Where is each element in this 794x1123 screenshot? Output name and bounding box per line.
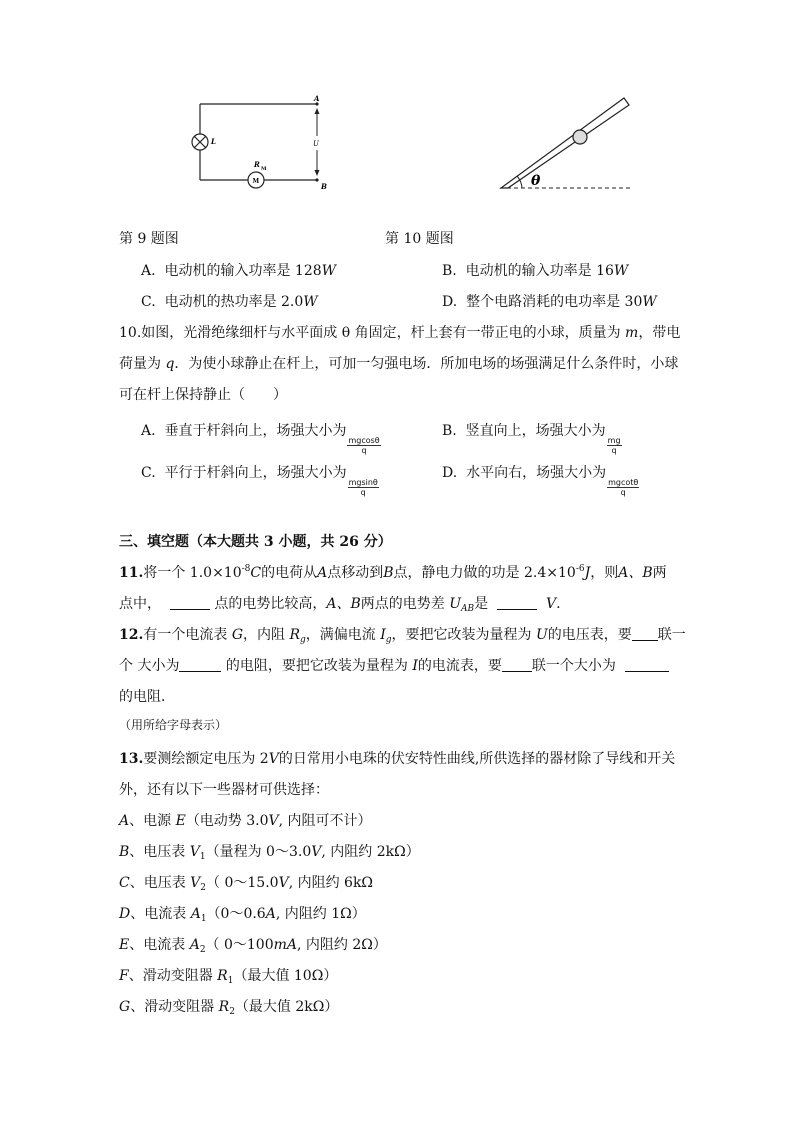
theta-label: θ [531,173,541,189]
q13-line1: 13.要测绘额定电压为 2V的日常用小电珠的伏安特性曲线,所供选择的器材除了导线和开关 [119,751,676,767]
q10-stem-line3: 可在杆上保持静止（ ） [119,387,287,403]
equipment-item: C、电压表 $V_2$（ 0～15.0V, 内阻约 6kΩ [119,875,374,893]
label-L: L [211,137,216,146]
circuit-diagram-fig9 [185,92,335,194]
rod [501,98,629,188]
fraction: $\frac{mgcot\theta}{q}$ [608,478,639,497]
q12-line2: 个 大小为 的电阻，要把它改装为量程为 I的电流表，要 联一个大小为 [119,655,669,675]
q13-line2: 外，还有以下一些器材可供选择： [119,782,329,798]
equipment-item: D、电流表 $A_1(0\sim 0.6A$, 内阻约 1Ω） [119,906,366,924]
q12-line1: 12.有一个电流表 G，内阻 $R_g$，满偏电流 $I_g$，要把它改装为量程为 U的电压表，要 联一 [119,627,686,645]
q10-stem-line2: 荷量为 q．为使小球静止在杆上，可加一匀强电场．所加电场的场强满足什么条件时，小球 [119,356,679,372]
q11-line2: 点中， 点的电势比较高，A、B两点的电势差 $U_{AB}$是 V. [119,596,561,614]
q10-option-a: A. 垂直于杆斜向上，场强大小为 $\frac{mgcos\theta}{q}$ [141,423,380,455]
blank-q11-2 [497,595,537,610]
charged-ball [573,130,587,144]
fraction: $\frac{mgcos\theta}{q}$ [348,436,380,455]
q9-option-a: A. 电动机的输入功率是 128W [141,263,337,279]
fig9-caption: 第 9 题图 [119,231,179,247]
fraction: $\frac{mg}{q}$ [607,436,621,455]
blank-q12-2 [179,657,221,672]
q10-option-d: D. 水平向右，场强大小为 $\frac{mgcot\theta}{q}$ [442,465,639,497]
label-R: R [254,160,260,169]
fraction: $\frac{mgsin\theta}{q}$ [348,478,378,497]
equipment-item: B、电压表 $V_1$（量程为 0～3.0V, 内阻约 2kΩ） [119,844,420,862]
q12-line3: 的电阻． [119,689,175,705]
label-A: A [314,94,320,103]
q9-option-d: D. 整个电路消耗的电功率是 30W [442,294,657,310]
equipment-item: A、电源 E（电动势 3.0V, 内阻可不计） [119,813,372,829]
q9-option-b: B. 电动机的输入功率是 16W [442,263,629,279]
blank-q12-4 [625,657,669,672]
label-R-sub: M [261,166,267,172]
section3-title: 三、填空题（本大题共 3 小题，共 26 分） [119,534,392,550]
q9-option-c: C. 电动机的热功率是 2.0W [141,294,318,310]
blank-q11-1 [170,595,210,610]
q10-option-c: C. 平行于杆斜向上，场强大小为 $\frac{mgsin\theta}{q}$ [141,465,378,497]
equipment-item: F、滑动变阻器 $R_1$（最大值 10Ω） [119,968,338,986]
q10-option-b: B. 竖直向上，场强大小为 $\frac{mg}{q}$ [442,423,621,455]
equipment-item: E、电流表 $A_2$（ 0～100mA, 内阻约 2Ω） [119,937,387,955]
label-U: U [313,140,319,148]
q10-stem-line1: 10.如图，光滑绝缘细杆与水平面成 θ 角固定，杆上套有一带正电的小球，质量为 m，带电 [119,325,681,341]
blank-q12-1 [632,626,658,641]
q12-note: （用所给字母表示） [119,718,228,732]
label-M: M [252,178,260,185]
label-B: B [321,182,327,191]
inclined-rod-fig10 [498,96,634,196]
fig10-caption: 第 10 题图 [385,231,454,247]
blank-q12-3 [502,657,532,672]
equipment-item: G、滑动变阻器 $R_2$（最大值 2kΩ） [119,999,339,1017]
q11-line1: 11.将一个 $1.0\times 10^{-8}C$的电荷从A点移动到B点，静电力做的功是 $2.4\times 10^{-6}J$，则A、B两 [119,564,667,581]
